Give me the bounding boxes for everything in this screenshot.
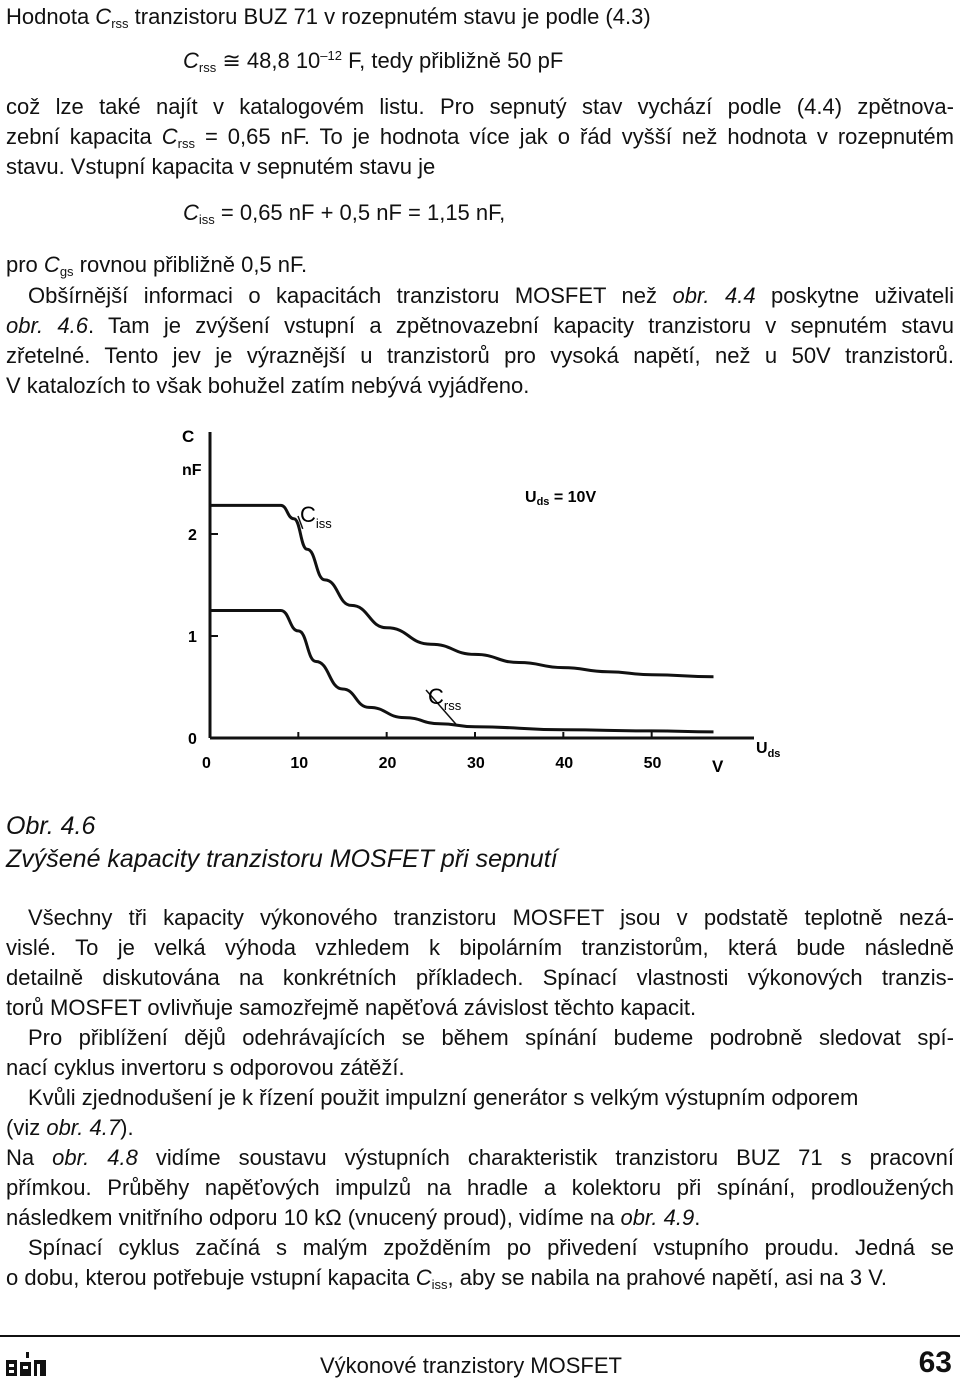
x-axis-unit: V: [712, 757, 724, 776]
x-axis-label: $U_{ds}$: [756, 740, 781, 760]
crss-curve-label: $C_{rss}$: [428, 684, 462, 713]
text-line: pro $C_{gs}$ rovnou přibližně 0,5 nF.: [6, 252, 308, 279]
footer-rule: [0, 1335, 960, 1337]
y-tick-label: 2: [188, 527, 197, 544]
series-line-0: [210, 505, 714, 676]
publisher-logo: [6, 1352, 50, 1378]
text-line: o dobu, kterou potřebuje vstupní kapacita $C_{iss}$, aby se nabila na prahové napětí, asi na 3 V.: [6, 1265, 888, 1292]
equation-crss: $C_{rss}$ ≅ 48,8 $10^{-12}$ F, tedy přibližně 50 pF: [183, 48, 564, 75]
text-line: obr. 4.6. Tam je zvýšení vstupní a zpětnovazební kapacity tranzistoru v sepnutém stavu: [6, 313, 954, 338]
text-line: stavu. Vstupní kapacita v sepnutém stavu je: [6, 154, 436, 179]
text-line: zební kapacita $C_{rss} = 0,65$ nF. To je hodnota více jak o řád vyšší než hodnota v rozepnutém: [6, 124, 954, 151]
text-line: Na obr. 4.8 vidíme soustavu výstupních charakteristik tranzistoru BUZ 71 s pracovní: [6, 1145, 954, 1170]
graph-curves: [210, 505, 714, 732]
y-tick-label: 1: [188, 629, 197, 646]
text-line: Spínací cyklus začíná s malým zpožděním po přivedení vstupního proudu. Jedná se: [28, 1235, 954, 1260]
condition-label: Uds = 10V: [525, 489, 597, 508]
text-line: Kvůli zjednodušení je k řízení použit impulzní generátor s velkým výstupním odporem: [28, 1085, 859, 1110]
capacitance-graph: [170, 420, 830, 790]
graph-ticks: [188, 527, 662, 772]
footer-title: Výkonové tranzistory MOSFET: [320, 1353, 622, 1378]
figure-caption: Zvýšené kapacity tranzistoru MOSFET při sepnutí: [6, 845, 558, 873]
text-line: torů MOSFET ovlivňuje samozřejmě napěťová závislost těchto kapacit.: [6, 995, 697, 1020]
text-line: Pro přiblížení dějů odehrávajících se během spínání budeme podrobně sledovat spí-: [28, 1025, 954, 1050]
text-line: V katalozích to však bohužel zatím nebývá vyjádřeno.: [6, 373, 530, 398]
x-tick-label: 40: [555, 755, 574, 772]
figure-number: Obr. 4.6: [6, 812, 96, 840]
text-line: zřetelné. Tento jev je výraznější u tranzistorů pro vysoká napětí, než u 50V tranzistorů.: [6, 343, 954, 368]
text-line: Všechny tři kapacity výkonového tranzistoru MOSFET jsou v podstatě teplotně nezá-: [28, 905, 954, 930]
graph-axes: [210, 432, 754, 738]
text-line: detailně diskutována na konkrétních příkladech. Spínací vlastnosti výkonových tranzis-: [6, 965, 954, 990]
y-axis-unit: nF: [182, 462, 202, 479]
x-tick-label: 0: [202, 755, 211, 772]
text-line: přímkou. Průběhy napěťových impulzů na hradle a kolektoru při spínání, prodloužených: [6, 1175, 954, 1200]
text-line: vislé. To je velká výhoda vzhledem k bipolárním tranzistorům, která bude následně: [6, 935, 954, 960]
ciss-curve-label: $C_{iss}$: [300, 502, 332, 531]
text-line: následkem vnitřního odporu 10 kΩ (vnucený proud), vidíme na obr. 4.9.: [6, 1205, 701, 1230]
text-line: (viz obr. 4.7).: [6, 1115, 134, 1140]
page-number: 63: [918, 1346, 952, 1379]
series-line-1: [210, 611, 714, 732]
text-line: nací cyklus invertoru s odporovou zátěží.: [6, 1055, 405, 1080]
y-tick-label: 0: [188, 731, 197, 748]
equation-ciss: $C_{iss} = 0,65$ nF + 0,5 nF = 1,15 nF,: [183, 200, 506, 227]
text-line: což lze také najít v katalogovém listu. Pro sepnutý stav vychází podle (4.4) zpětnova-: [6, 94, 954, 119]
x-tick-label: 30: [467, 755, 485, 772]
text-line: Hodnota $C_{rss}$ tranzistoru BUZ 71 v rozepnutém stavu je podle (4.3): [6, 4, 651, 31]
x-tick-label: 20: [378, 755, 397, 772]
x-tick-label: 50: [643, 755, 662, 772]
y-axis-label: C: [182, 427, 195, 446]
x-tick-label: 10: [290, 755, 309, 772]
text-line: Obšírnější informaci o kapacitách tranzistoru MOSFET než obr. 4.4 poskytne uživateli: [28, 283, 954, 308]
